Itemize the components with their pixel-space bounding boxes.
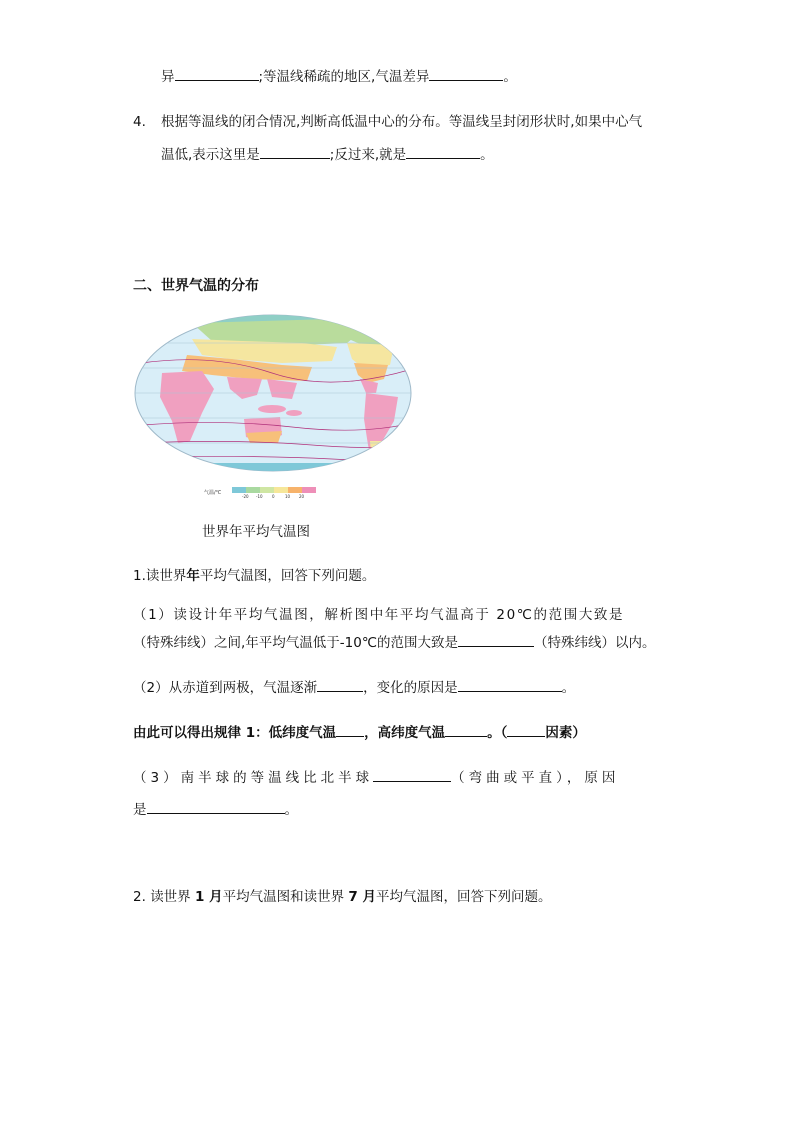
q1-part1-line2: （特殊纬线）之间,年平均气温低于-10℃的范围大致是 （特殊纬线）以内。	[133, 632, 656, 653]
q1-part3-line2: 是 。	[133, 799, 298, 820]
answer-blank[interactable]	[260, 144, 330, 159]
legend-swatches	[232, 487, 316, 493]
svg-text:0: 0	[272, 494, 275, 498]
question-4-number: 4.	[133, 114, 146, 130]
answer-blank[interactable]	[445, 722, 487, 737]
q1-part2: （2）从赤道到两极，气温逐渐 ，变化的原因是 。	[133, 677, 575, 698]
svg-text:10: 10	[285, 494, 291, 498]
q3-continuation: 异 ;等温线稀疏的地区,气温差异 。	[161, 66, 517, 87]
answer-blank[interactable]	[406, 144, 480, 159]
svg-text:-10: -10	[256, 494, 263, 498]
answer-blank[interactable]	[458, 632, 534, 647]
question-1-title: 1.读世界年平均气温图，回答下列问题。	[133, 568, 376, 584]
map-graphic	[132, 313, 414, 498]
question-2: 2. 读世界 1 月平均气温图和读世界 7 月平均气温图，回答下列问题。	[133, 889, 552, 905]
answer-blank[interactable]	[458, 677, 562, 692]
map-caption: 世界年平均气温图	[202, 524, 310, 540]
svg-text:-20: -20	[242, 494, 249, 498]
answer-blank[interactable]	[336, 722, 364, 737]
answer-blank[interactable]	[147, 799, 285, 814]
q1-part3-line1: （3）南半球的等温线比北半球 （弯曲或平直），原因	[133, 767, 619, 788]
question-4-line2: 温低,表示这里是 ;反过来,就是 。	[161, 144, 494, 165]
answer-blank[interactable]	[373, 767, 451, 782]
answer-blank[interactable]	[429, 66, 503, 81]
q1-part1-line1: （1）读设计年平均气温图，解析图中年平均气温高于 20℃的范围大致是	[133, 607, 625, 623]
legend-label: 气温/℃	[204, 490, 222, 496]
svg-text:20: 20	[299, 494, 305, 498]
question-4-line1: 根据等温线的闭合情况,判断高低温中心的分布。等温线呈封闭形状时,如果中心气	[161, 114, 643, 130]
answer-blank[interactable]	[175, 66, 259, 81]
rule-1: 由此可以得出规律 1：低纬度气温 ，高纬度气温 。（ 因素）	[133, 722, 586, 743]
answer-blank[interactable]	[317, 677, 363, 692]
legend-ticks	[242, 494, 305, 498]
section-title: 二、世界气温的分布	[133, 278, 259, 294]
answer-blank[interactable]	[507, 722, 545, 737]
world-temperature-map	[132, 313, 414, 498]
